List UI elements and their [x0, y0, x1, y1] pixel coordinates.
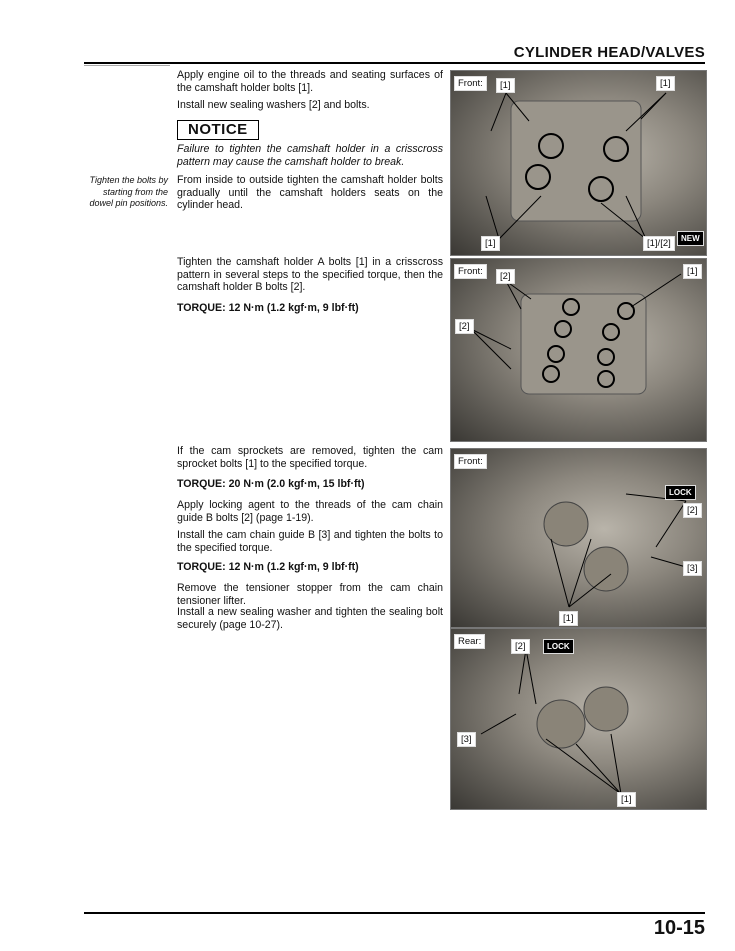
callout-label: [2] [683, 503, 702, 518]
notice-label: NOTICE [177, 120, 259, 140]
figure-camshaft-holder-bolts [450, 70, 707, 256]
lock-icon: LOCK [665, 485, 696, 500]
step-apply-oil: Apply engine oil to the threads and seating surfaces of the camshaft holder bolts [1]. [177, 69, 443, 94]
figure-callouts [451, 449, 706, 627]
callout-label: [2] [455, 319, 474, 334]
callout-label: [1] [496, 78, 515, 93]
view-label: Front: [454, 264, 487, 279]
step-tighten-holder: From inside to outside tighten the camshaft holder bolts gradually until the camshaft holders seats on the cylinder head. [177, 174, 443, 212]
header-rule [84, 62, 705, 64]
notice-text: Failure to tighten the camshaft holder in a crisscross pattern may cause the camshaft holder to break. [177, 143, 443, 168]
footer-rule [84, 912, 705, 914]
torque-spec: TORQUE: 20 N·m (2.0 kgf·m, 15 lbf·ft) [177, 478, 365, 490]
view-label: Rear: [454, 634, 485, 649]
view-label: Front: [454, 454, 487, 469]
figure-rear-cam-chain-guide [450, 628, 707, 810]
section-title: CYLINDER HEAD/VALVES [513, 44, 705, 61]
callout-label: [3] [457, 732, 476, 747]
callout-label: [1] [617, 792, 636, 807]
callout-label: [2] [496, 269, 515, 284]
step-locking-agent: Apply locking agent to the threads of the cam chain guide B bolts [2] (page 1-19). [177, 499, 443, 524]
step-sprocket-bolts: If the cam sprockets are removed, tighten the cam sprocket bolts [1] to the specified torque. [177, 445, 443, 470]
torque-spec: TORQUE: 12 N·m (1.2 kgf·m, 9 lbf·ft) [177, 561, 359, 573]
callout-label: [2] [511, 639, 530, 654]
step-install-washers: Install new sealing washers [2] and bolts. [177, 99, 370, 111]
callout-label: [3] [683, 561, 702, 576]
step-tighten-holder-a: Tighten the camshaft holder A bolts [1] in a crisscross pattern in several steps to the specified torque, then the camshaft holder B bolts [2]. [177, 256, 443, 294]
page-number: 10-15 [653, 917, 705, 939]
new-part-icon: NEW [677, 231, 704, 246]
figure-callouts [451, 629, 706, 809]
torque-spec: TORQUE: 12 N·m (1.2 kgf·m, 9 lbf·ft) [177, 302, 359, 314]
callout-label: [1] [656, 76, 675, 91]
figure-holder-a-b-bolts [450, 258, 707, 442]
callout-label: [1] [683, 264, 702, 279]
figure-callouts [451, 71, 706, 255]
side-note: Tighten the bolts by starting from the dowel pin positions. [89, 175, 168, 208]
callout-label: [1]/[2] [643, 236, 675, 251]
lock-icon: LOCK [543, 639, 574, 654]
view-label: Front: [454, 76, 487, 91]
figure-callouts [451, 259, 706, 441]
callout-label: [1] [559, 611, 578, 626]
figure-front-cam-chain-guide [450, 448, 707, 628]
step-sealing-bolt: Install a new sealing washer and tighten the sealing bolt securely (page 10-27). [177, 606, 443, 631]
sidenote-rule [84, 65, 170, 66]
callout-label: [1] [481, 236, 500, 251]
step-install-guide: Install the cam chain guide B [3] and tighten the bolts to the specified torque. [177, 529, 443, 554]
step-remove-stopper: Remove the tensioner stopper from the cam chain tensioner lifter. [177, 582, 443, 607]
